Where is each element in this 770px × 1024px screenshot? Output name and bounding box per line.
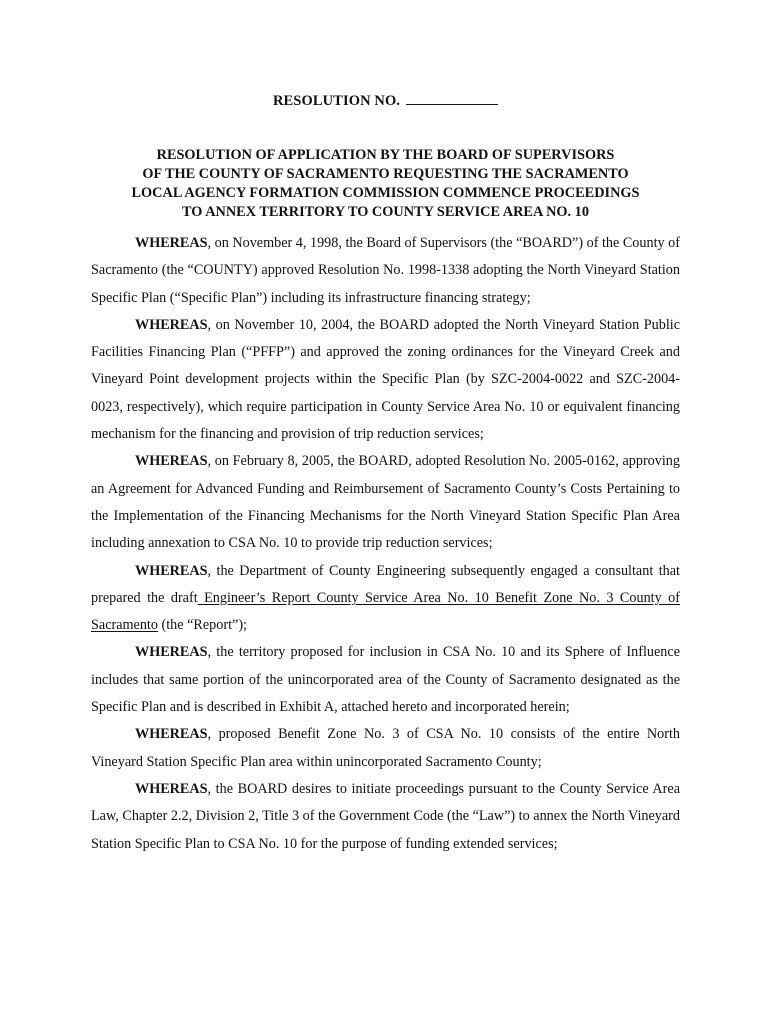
resolution-title [91,146,680,222]
paragraph-text: , on November 10, 2004, the BOARD adopted the North Vineyard Station Public Facilities Financing Plan (“PFFP”) and approved the zoning ordinances for the Vineyard Creek and Vineyard Point development projects within the Specific Plan (by SZC-2004-0022 and SZC-2004-0023, respectively), which require participation in County Service Area No. 10 or equivalent financing mechanism for the financing and provision of trip reduction services; [91,316,680,443]
whereas-paragraph-4 [91,558,680,640]
whereas-keyword: WHEREAS [135,562,208,579]
paragraph-text: , proposed Benefit Zone No. 3 of CSA No. 10 consists of the entire North Vineyard Station Specific Plan area within unincorporated Sacramento County; [91,726,680,770]
whereas-paragraph-3 [91,448,680,557]
whereas-paragraph-2 [91,312,680,448]
paragraph-text-after: (the “Report”); [157,617,247,634]
report-title-underlined: Engineer’s Report County Service Area No. 10 Benefit Zone No. 3 County of Sacramento [91,589,680,634]
whereas-paragraph-7 [91,776,680,858]
paragraph-text: , the BOARD desires to initiate proceedings pursuant to the County Service Area Law, Chapter 2.2, Division 2, Title 3 of the Government Code (the “Law”) to annex the North Vineyard Station Specific Plan to CSA No. 10 for the purpose of funding extended services; [91,780,680,852]
whereas-paragraph-6 [91,721,680,776]
whereas-paragraph-1 [91,230,680,312]
whereas-paragraph-5 [91,639,680,721]
paragraph-text: , the territory proposed for inclusion in CSA No. 10 and its Sphere of Influence includes that same portion of the unincorporated area of the County of Sacramento designated as the Specific Plan and is described in Exhibit A, attached hereto and incorporated herein; [91,644,680,716]
whereas-keyword: WHEREAS [135,316,208,333]
title-line: TO ANNEX TERRITORY TO COUNTY SERVICE AREA NO. 10 [182,204,589,220]
paragraph-text: , the Department of County Engineering subsequently engaged a consultant that prepared the draft [91,562,680,606]
resolution-number-blank [406,92,498,105]
resolution-number-heading [91,92,680,110]
paragraph-text: , on February 8, 2005, the BOARD, adopted Resolution No. 2005-0162, approving an Agreement for Advanced Funding and Reimbursement of Sacramento County’s Costs Pertaining to the Implementation of the Financing Mechanisms for the North Vineyard Station Specific Plan Area including annexation to CSA No. 10 to provide trip reduction services; [91,453,680,552]
whereas-keyword: WHEREAS [135,726,208,743]
whereas-keyword: WHEREAS [135,780,208,797]
whereas-keyword: WHEREAS [135,235,208,251]
title-line: LOCAL AGENCY FORMATION COMMISSION COMMENCE PROCEEDINGS [131,185,640,201]
resolution-number-label: RESOLUTION NO. [272,93,401,109]
paragraph-text: , on November 4, 1998, the Board of Supervisors (the “BOARD”) of the County of Sacramento (the “COUNTY) approved Resolution No. 1998-1338 adopting the North Vineyard Station Specific Plan (“Specific Plan”) including its infrastructure financing strategy; [91,235,680,306]
title-line: RESOLUTION OF APPLICATION BY THE BOARD OF SUPERVISORS [156,147,615,163]
whereas-keyword: WHEREAS [135,453,208,470]
whereas-keyword: WHEREAS [135,644,208,661]
title-line: OF THE COUNTY OF SACRAMENTO REQUESTING THE SACRAMENTO [142,166,629,182]
resolution-body [91,230,680,858]
